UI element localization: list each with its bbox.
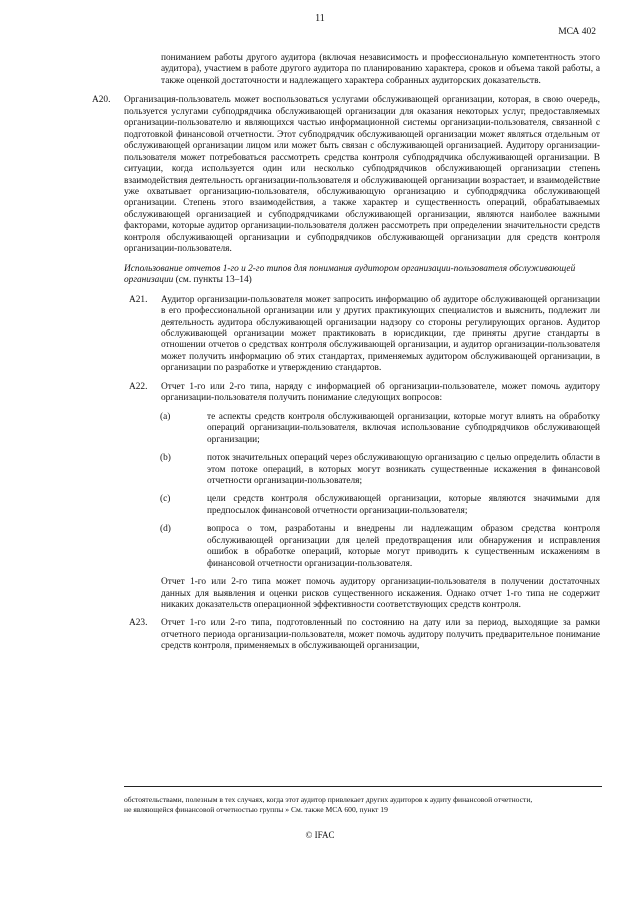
footnote-marker: » [283, 805, 291, 814]
list-item [160, 524, 600, 570]
list-item-text: вопроса о том, разработаны и внедрены ли надлежащим образом средства контроля обслуживающей организации для целей предотвращения или обнаружения и исправления ошибок в обработке операций, которые могут приводить к существенным искажениям в финансовой отчетности организации-пользователя. [207, 524, 600, 569]
footnote [124, 795, 602, 815]
list-item-label: (a) [160, 411, 171, 422]
paragraph-label: A21. [129, 294, 148, 305]
section-heading-reference: (см. пункты 13–14) [173, 275, 252, 286]
footnote-reference: См. также МСА 600, пункт 19 [290, 805, 388, 814]
paragraph-text: Организация-пользователь может воспользоваться услугами обслуживающей организации, которая, в свою очередь, пользуется услугами субподрядчика обслуживающей организации для оказания некоторых услуг, предоставляемых организации-пользователю и являющихся частью информационной системы организации-пользователя, связанной с подготовкой финансовой отчетности. Этот субподрядчик обслуживающей организации может являться отдельным от обслуживающей организации лицом или может быть связан с обслуживающей организацией. Аудитору организации-пользователя может потребоваться рассмотреть средства контроля субподрядчика обслуживающей организации. В ситуации, когда используется один или несколько субподрядчиков обслуживающей организации степень взаимодействия деятельность организации-пользователя и обслуживающей организации возрастает, и взаимодействие уже охватывает организацию-пользователя, обслуживающую организацию и субподрядчика обслуживающей организации. Степень этого взаимодействия, а также характер и существенность операций, обрабатываемых обслуживающей организацией и субподрядчиками обслуживающей организации, являются наиболее важными факторами, которые аудитор организации-пользователя должен рассмотреть при определении значительности средств контроля обслуживающей организации и субподрядчиков обслуживающей организации для средств контроля организации-пользователя. [124, 95, 600, 255]
copyright: © IFAC [305, 830, 335, 840]
paragraph-a22 [129, 381, 600, 405]
paragraph-intro: Отчет 1-го или 2-го типа, наряду с информацией об организации-пользователе, может помочь аудитору организации-пользователя получить понимание следующих вопросов: [161, 381, 600, 404]
document-body [92, 53, 600, 653]
footnote-line: не являющейся финансовой отчетностью группы [124, 805, 284, 814]
paragraph-label: A22. [129, 381, 148, 392]
page-number: 11 [315, 13, 325, 24]
paragraph-a21 [129, 294, 600, 375]
standard-code: МСА 402 [558, 27, 596, 37]
footnote-divider [124, 786, 602, 787]
list-item [160, 494, 600, 517]
list-item [160, 411, 600, 446]
paragraph-text: Отчет 1-го или 2-го типа может помочь аудитору организации-пользователя в получении достаточных данных для выявления и оценки рисков существенного искажения. Однако отчет 1-го типа не содержит никаких доказательств операционной эффективности соответствующих средств контроля. [161, 577, 600, 611]
list-item [160, 453, 600, 487]
list-item-label: (c) [160, 494, 171, 505]
list-item-label: (d) [160, 524, 171, 535]
paragraph-a22-closing [161, 577, 600, 611]
list-item-text: те аспекты средств контроля обслуживающей организации, которые могут влиять на обработку операций организации-пользователя, включая использование субподрядчиков обслуживающей организации; [207, 411, 600, 445]
paragraph-a20 [92, 95, 600, 255]
continuation-text: пониманием работы другого аудитора (включая независимость и профессиональную компетентность этого аудитора), участием в работе другого аудитора по планированию характера, сроков и объема такой работы, а также оценкой достаточности и надлежащего характера собранных аудиторских доказательств. [161, 53, 600, 86]
footnote-line: обстоятельствами, полезным в тех случаях, когда этот аудитор привлекает других аудиторов к аудиту финансовой отчетности, [124, 795, 533, 804]
paragraph-a23 [129, 618, 600, 652]
section-heading [124, 264, 600, 287]
list-item-label: (b) [160, 453, 171, 464]
paragraph-text: Отчет 1-го или 2-го типа, подготовленный по состоянию на дату или за период, выходящие за рамки отчетного периода организации-пользователя, может помочь аудитору получить предварительное понимание средств контроля, применяемых в обслуживающей организации, [161, 618, 600, 652]
paragraph-label: A20. [92, 95, 111, 106]
list-item-text: цели средств контроля обслуживающей организации, которые являются значимыми для предпосылок финансовой отчетности организации-пользователя; [207, 494, 600, 516]
paragraph-label: A23. [129, 618, 148, 629]
paragraph-text: Аудитор организации-пользователя может запросить информацию об аудиторе обслуживающей организации в его профессиональной организации или у других практикующих специалистов и выяснить, подлежит ли деятельность аудитора обслуживающей организации надзору со стороны регулирующих органов. Аудитор обслуживающей организации может практиковать в юрисдикции, где приняты другие стандарты в отношении отчетов о средствах контроля обслуживающей организации, и аудитор организации-пользователя может получить информацию об этих стандартах, применяемых аудитором обслуживающей организации, в организации по разработке и утверждению стандартов. [161, 294, 600, 374]
section-heading-title: Использование отчетов 1-го и 2-го типов для понимания аудитором организации-пользователя обслуживающей организации [124, 263, 576, 286]
list-item-text: поток значительных операций через обслуживающую организацию с целью определить области в этом потоке операций, в которых могут возникать существенные искажения в финансовой отчетности организации-пользователя; [207, 453, 600, 486]
continuation-paragraph [161, 53, 600, 87]
